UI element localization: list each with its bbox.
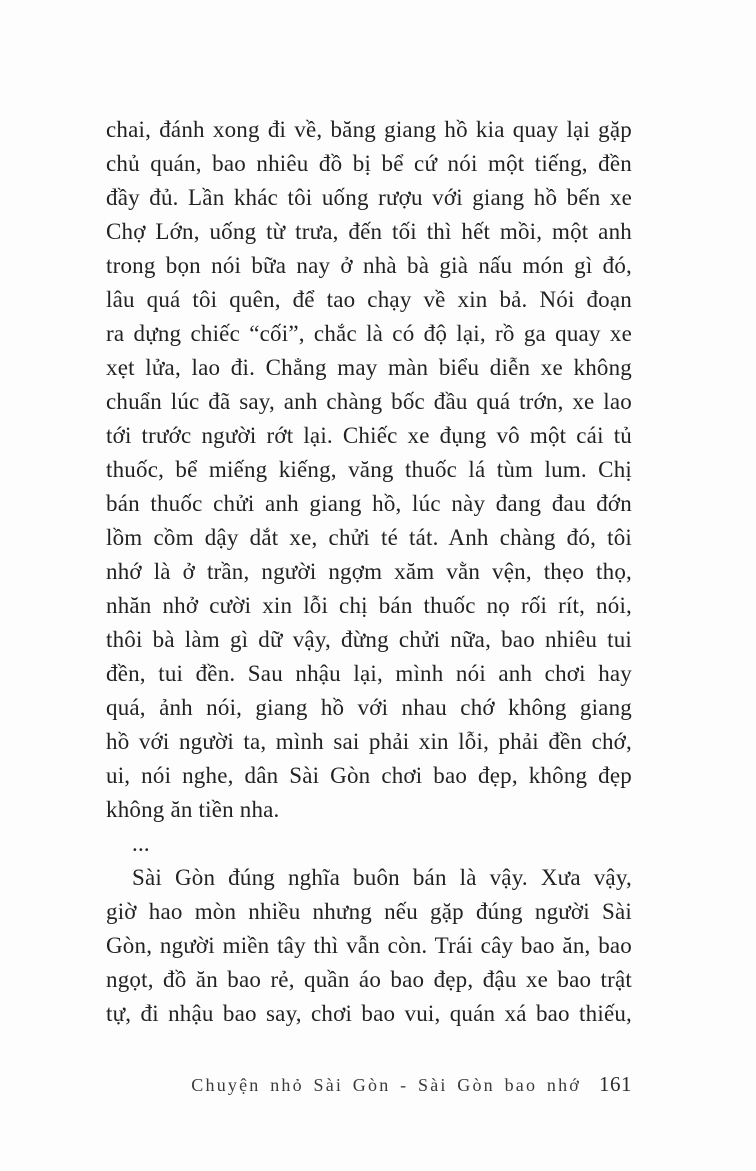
text-line: Chợ Lớn, uống từ trưa, đến tối thì hết mồi, một anh [106, 219, 632, 244]
running-footer [191, 1072, 632, 1097]
ellipsis-separator: ... [132, 831, 150, 856]
text-line: nhớ là ở trần, người ngợm xăm vằn vện, thẹo thọ, [106, 559, 632, 584]
text-line: hồ với người ta, mình sai phải xin lỗi, phải đền chớ, [106, 729, 632, 754]
text-line: thuốc, bể miếng kiếng, văng thuốc lá tùm lum. Chị [106, 457, 632, 482]
text-line: trong bọn nói bữa nay ở nhà bà già nấu món gì đó, [106, 253, 632, 278]
page-number: 161 [599, 1072, 632, 1096]
text-line: nhăn nhở cười xin lỗi chị bán thuốc nọ rối rít, nói, [106, 593, 632, 618]
text-line: tới trước người rớt lại. Chiếc xe đụng vô một cái tủ [106, 423, 632, 448]
text-line: tự, đi nhậu bao say, chơi bao vui, quán xá bao thiếu, [106, 1001, 632, 1026]
text-line: chủ quán, bao nhiêu đồ bị bể cứ nói một tiếng, đền [106, 151, 632, 176]
text-line: chai, đánh xong đi về, băng giang hồ kia quay lại gặp [106, 117, 632, 142]
text-line: xẹt lửa, lao đi. Chẳng may màn biểu diễn xe không [106, 355, 632, 380]
text-line: Gòn, người miền tây thì vẫn còn. Trái cây bao ăn, bao [106, 933, 632, 958]
text-line-paragraph-end: không ăn tiền nha. [106, 797, 280, 822]
text-line: đền, tui đền. Sau nhậu lại, mình nói anh chơi hay [106, 661, 632, 686]
footer-book-title: Chuyện nhỏ Sài Gòn - Sài Gòn bao nhớ [191, 1075, 581, 1095]
text-line: bán thuốc chửi anh giang hồ, lúc này đang đau đớn [106, 491, 632, 516]
text-line: ngọt, đồ ăn bao rẻ, quần áo bao đẹp, đậu xe bao trật [106, 967, 632, 992]
text-line: quá, ảnh nói, giang hồ với nhau chớ không giang [106, 695, 632, 720]
text-line: lâu quá tôi quên, để tao chạy về xin bả. Nói đoạn [106, 287, 632, 312]
text-line: đầy đủ. Lần khác tôi uống rượu với giang hồ bến xe [106, 185, 632, 210]
text-line: ui, nói nghe, dân Sài Gòn chơi bao đẹp, không đẹp [106, 763, 632, 788]
body-text [106, 113, 632, 1031]
text-line: thôi bà làm gì dữ vậy, đừng chửi nữa, bao nhiêu tui [106, 627, 632, 652]
text-line: giờ hao mòn nhiều nhưng nếu gặp đúng người Sài [106, 899, 632, 924]
text-line: chuẩn lúc đã say, anh chàng bốc đầu quá trớn, xe lao [106, 389, 632, 414]
text-line-paragraph-start: Sài Gòn đúng nghĩa buôn bán là vậy. Xưa vậy, [132, 865, 632, 890]
text-line: lồm cồm dậy dắt xe, chửi té tát. Anh chàng đó, tôi [106, 525, 632, 550]
text-line: ra dựng chiếc “cối”, chắc là có độ lại, rồ ga quay xe [106, 321, 632, 346]
